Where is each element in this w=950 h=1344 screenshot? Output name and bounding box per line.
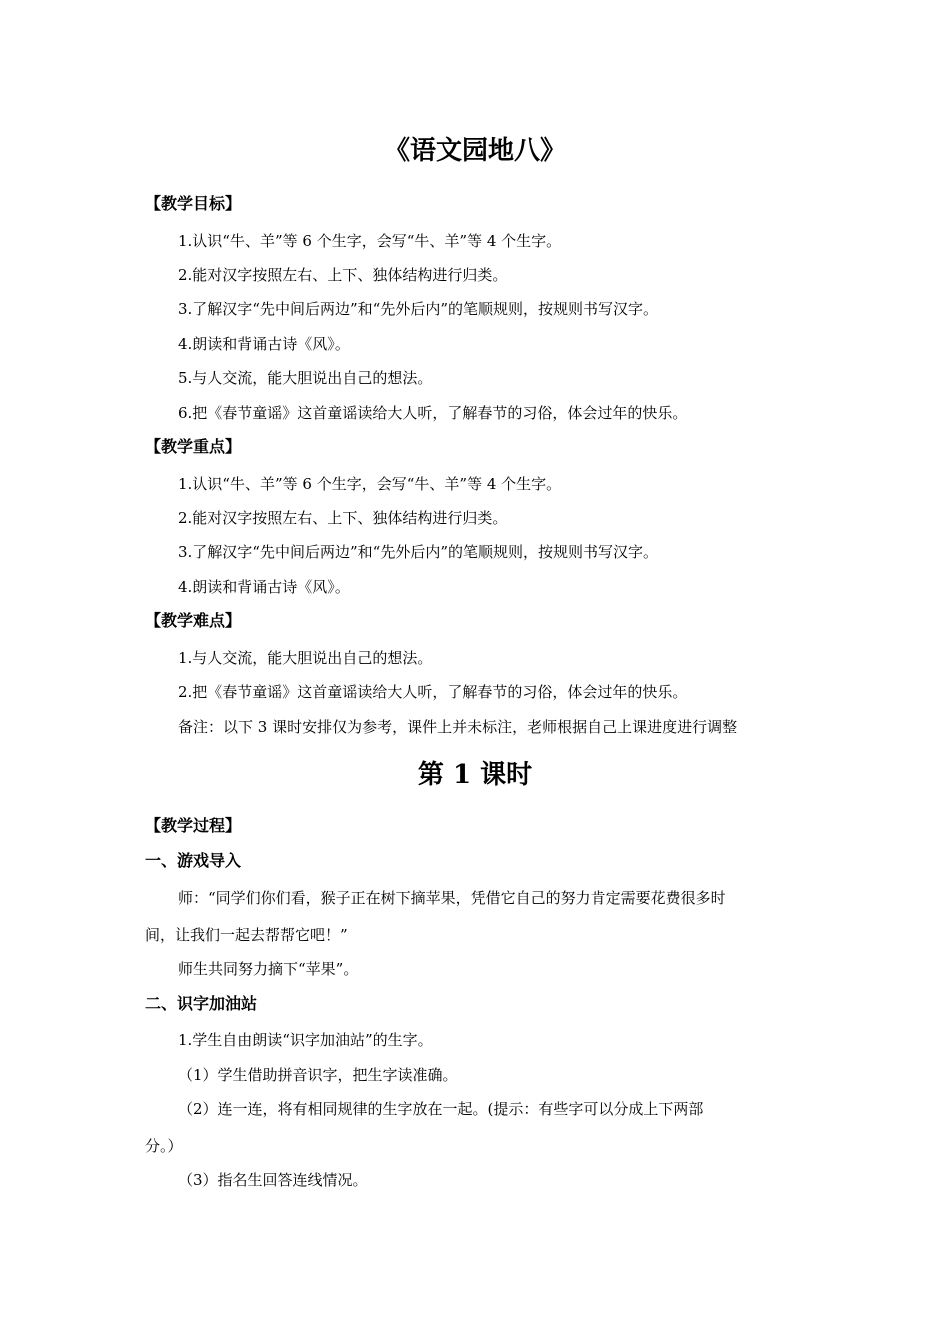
section-1-heading: 一、游戏导入 xyxy=(145,851,242,870)
objective-item: 3.了解汉字“先中间后两边”和“先外后内”的笔顺规则，按规则书写汉字。 xyxy=(178,300,658,318)
section-2-paragraph: 分。） xyxy=(145,1137,183,1155)
note-text: 备注：以下 3 课时安排仅为参考，课件上并未标注，老师根据自己上课进度进行调整 xyxy=(178,718,738,736)
key-points-heading: 【教学重点】 xyxy=(145,437,242,456)
difficulty-item: 2.把《春节童谣》这首童谣读给大人听，了解春节的习俗，体会过年的快乐。 xyxy=(178,683,688,701)
section-2-paragraph: （2）连一连，将有相同规律的生字放在一起。(提示：有些字可以分成上下两部 xyxy=(178,1100,704,1118)
section-1-paragraph: 间，让我们一起去帮帮它吧！” xyxy=(145,926,348,944)
section-1-paragraph: 师生共同努力摘下“苹果”。 xyxy=(178,960,359,978)
section-2-paragraph: 1.学生自由朗读“识字加油站”的生字。 xyxy=(178,1031,433,1049)
key-point-item: 2.能对汉字按照左右、上下、独体结构进行归类。 xyxy=(178,509,508,527)
difficulty-item: 1.与人交流，能大胆说出自己的想法。 xyxy=(178,649,433,667)
objectives-heading: 【教学目标】 xyxy=(145,194,242,213)
section-2-heading: 二、识字加油站 xyxy=(145,994,258,1013)
key-point-item: 1.认识“牛、羊”等 6 个生字，会写“牛、羊”等 4 个生字。 xyxy=(178,475,562,493)
section-1-paragraph: 师：“同学们你们看，猴子正在树下摘苹果，凭借它自己的努力肯定需要花费很多时 xyxy=(178,889,726,907)
objective-item: 4.朗读和背诵古诗《风》。 xyxy=(178,335,350,353)
objective-item: 5.与人交流，能大胆说出自己的想法。 xyxy=(178,369,433,387)
objective-item: 2.能对汉字按照左右、上下、独体结构进行归类。 xyxy=(178,266,508,284)
process-heading: 【教学过程】 xyxy=(145,816,242,835)
document-title: 《语文园地八》 xyxy=(383,136,566,166)
objective-item: 6.把《春节童谣》这首童谣读给大人听，了解春节的习俗，体会过年的快乐。 xyxy=(178,404,688,422)
key-point-item: 3.了解汉字“先中间后两边”和“先外后内”的笔顺规则，按规则书写汉字。 xyxy=(178,543,658,561)
key-point-item: 4.朗读和背诵古诗《风》。 xyxy=(178,578,350,596)
difficulties-heading: 【教学难点】 xyxy=(145,611,242,630)
section-2-paragraph: （3）指名生回答连线情况。 xyxy=(178,1171,368,1189)
section-2-paragraph: （1）学生借助拼音识字，把生字读准确。 xyxy=(178,1066,458,1084)
objective-item: 1.认识“牛、羊”等 6 个生字，会写“牛、羊”等 4 个生字。 xyxy=(178,232,562,250)
lesson-title: 第 1 课时 xyxy=(417,760,533,790)
